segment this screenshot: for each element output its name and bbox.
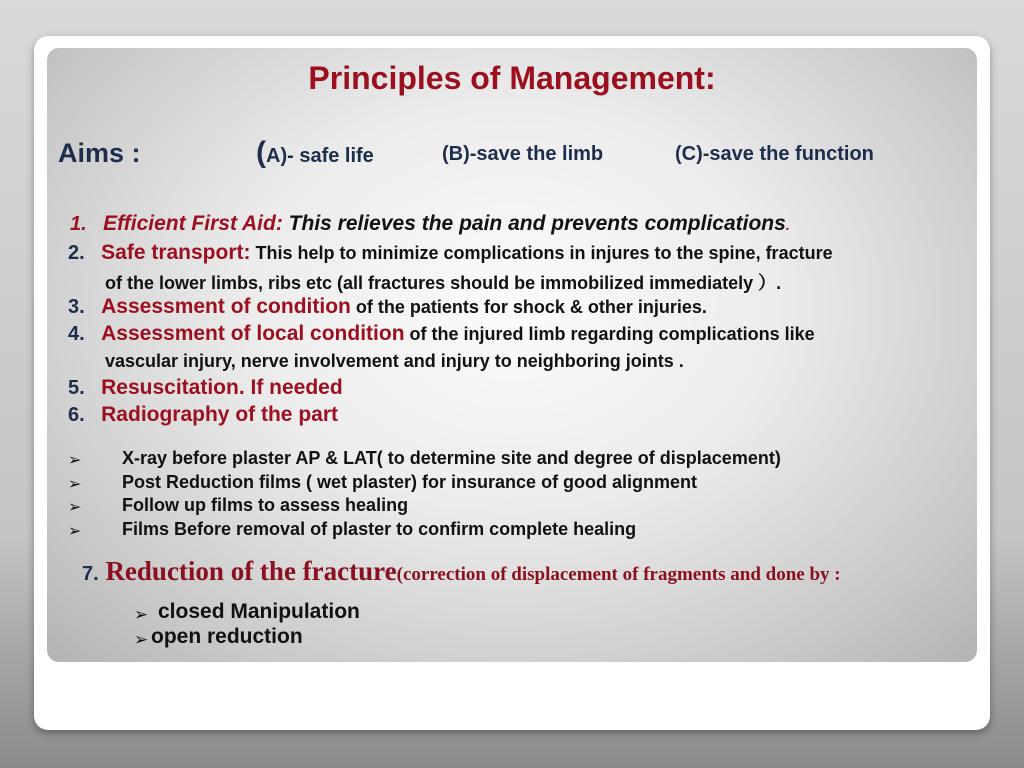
radiography-bullet: Films Before removal of plaster to confirm complete healing — [122, 519, 637, 539]
aim-a — [256, 136, 374, 170]
item-heading: Safe transport: — [101, 241, 251, 264]
list-item-3 — [68, 295, 707, 319]
item-tail: . — [785, 217, 790, 233]
aim-a-text: A)- safe life — [266, 145, 374, 167]
item-number: 5. — [68, 377, 85, 399]
radiography-bullet: X-ray before plaster AP & LAT( to determine site and degree of displacement) — [122, 448, 781, 468]
item-heading: Resuscitation. If needed — [101, 376, 343, 399]
item-body: of the injured limb regarding complications like — [404, 324, 815, 344]
item-number: 2. — [68, 242, 85, 264]
reduction-body: (correction of displacement of fragments and done by : — [396, 564, 841, 585]
list-item-4 — [68, 322, 815, 346]
list-item-5 — [68, 376, 343, 400]
reduction-method: closed Manipulation — [158, 600, 360, 623]
item-heading: Assessment of local condition — [101, 322, 405, 345]
arrow-bullet-icon: ➢ — [68, 452, 82, 469]
aim-b: (B)-save the limb — [442, 143, 604, 165]
reduction-heading — [82, 556, 841, 587]
item-body: of the patients for shock & other injuries. — [350, 297, 707, 317]
arrow-bullet-icon: ➢ — [68, 499, 82, 516]
item-number: 4. — [68, 323, 85, 345]
list-item-6 — [68, 403, 338, 427]
item-heading: Efficient First Aid: — [103, 212, 283, 235]
radiography-bullet: Follow up films to assess healing — [122, 495, 409, 515]
arrow-bullet-icon: ➢ — [134, 630, 149, 649]
slide-title: Principles of Management: — [308, 60, 716, 96]
list-item-1 — [70, 212, 790, 236]
arrow-bullet-icon: ➢ — [134, 605, 149, 624]
aim-open-paren: ( — [256, 136, 266, 169]
list-item-2-cont: of the lower limbs, ribs etc (all fractures should be immobilized immediately ）. — [105, 273, 782, 293]
item-number: 1. — [70, 213, 87, 235]
item-body: This help to minimize complications in injures to the spine, fracture — [250, 243, 833, 263]
radiography-bullet: Post Reduction films ( wet plaster) for insurance of good alignment — [122, 472, 698, 492]
reduction-title: Reduction of the fracture — [98, 556, 397, 586]
aim-c: (C)-save the function — [675, 143, 874, 165]
reduction-method: open reduction — [151, 625, 303, 648]
item-number: 3. — [68, 296, 85, 318]
list-item-4-cont: vascular injury, nerve involvement and injury to neighboring joints . — [105, 351, 684, 371]
item-heading: Radiography of the part — [101, 403, 338, 426]
item-number: 6. — [68, 404, 85, 426]
item-number: 7. — [82, 563, 99, 585]
list-item-2 — [68, 241, 833, 265]
arrow-bullet-icon: ➢ — [68, 476, 82, 493]
aims-label: Aims : — [58, 138, 141, 168]
arrow-bullet-icon: ➢ — [68, 523, 82, 540]
item-heading: Assessment of condition — [101, 295, 351, 318]
item-body: This relieves the pain and prevents complications — [282, 212, 786, 235]
